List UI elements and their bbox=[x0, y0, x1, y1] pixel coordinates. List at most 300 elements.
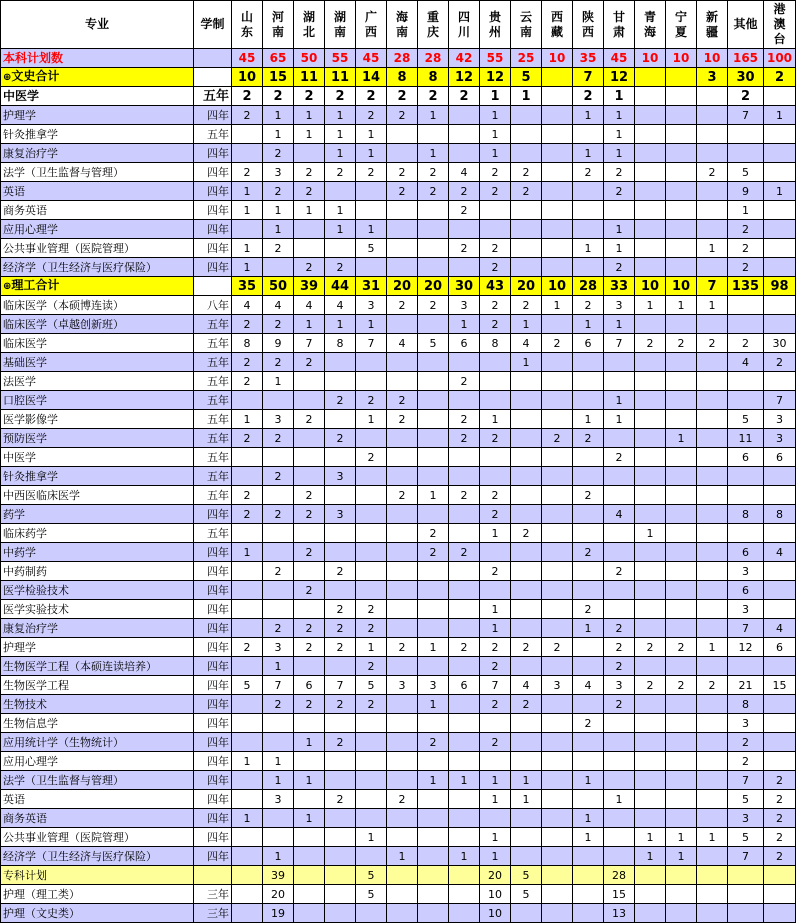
quota-cell bbox=[449, 258, 480, 277]
quota-cell: 3 bbox=[356, 296, 387, 315]
major-name-cell bbox=[1, 87, 194, 106]
quota-cell bbox=[294, 847, 325, 866]
quota-cell: 19 bbox=[263, 904, 294, 923]
quota-cell bbox=[449, 885, 480, 904]
program-length-cell: 四年 bbox=[194, 201, 232, 220]
quota-cell: 2 bbox=[325, 619, 356, 638]
quota-cell: 4 bbox=[387, 334, 418, 353]
quota-cell bbox=[542, 714, 573, 733]
quota-cell bbox=[356, 182, 387, 201]
quota-cell bbox=[449, 581, 480, 600]
major-name: 法学（卫生监督与管理） bbox=[3, 773, 124, 787]
quota-cell: 55 bbox=[480, 49, 511, 68]
quota-cell: 8 bbox=[325, 334, 356, 353]
quota-cell bbox=[325, 410, 356, 429]
quota-cell: 5 bbox=[511, 866, 542, 885]
major-name: 公共事业管理（医院管理） bbox=[3, 241, 135, 255]
major-name: 商务英语 bbox=[3, 811, 47, 825]
quota-cell bbox=[480, 714, 511, 733]
quota-cell: 2 bbox=[418, 296, 449, 315]
quota-cell bbox=[232, 733, 263, 752]
major-name-cell[interactable] bbox=[1, 277, 194, 296]
quota-cell: 2 bbox=[325, 562, 356, 581]
quota-cell: 2 bbox=[232, 638, 263, 657]
quota-cell bbox=[573, 220, 604, 239]
table-row bbox=[1, 657, 796, 676]
major-name: 护理学 bbox=[3, 108, 36, 122]
major-name: 法医学 bbox=[3, 374, 36, 388]
major-name: 口腔医学 bbox=[3, 393, 47, 407]
quota-cell: 1 bbox=[294, 201, 325, 220]
quota-cell: 30 bbox=[728, 68, 764, 87]
quota-cell bbox=[635, 543, 666, 562]
quota-cell: 1 bbox=[263, 220, 294, 239]
quota-cell bbox=[418, 828, 449, 847]
quota-cell: 2 bbox=[573, 87, 604, 106]
quota-cell: 2 bbox=[666, 638, 697, 657]
quota-cell bbox=[697, 695, 728, 714]
quota-cell bbox=[356, 258, 387, 277]
quota-cell: 11 bbox=[294, 68, 325, 87]
quota-cell: 1 bbox=[480, 828, 511, 847]
quota-cell bbox=[635, 904, 666, 923]
quota-cell bbox=[573, 391, 604, 410]
quota-cell: 1 bbox=[325, 144, 356, 163]
major-name: 医学实验技术 bbox=[3, 602, 69, 616]
quota-cell bbox=[728, 144, 764, 163]
quota-cell: 2 bbox=[666, 334, 697, 353]
quota-cell: 2 bbox=[356, 600, 387, 619]
quota-cell: 2 bbox=[418, 87, 449, 106]
quota-cell: 2 bbox=[232, 106, 263, 125]
quota-cell bbox=[449, 220, 480, 239]
major-name-cell bbox=[1, 467, 194, 486]
quota-cell: 20 bbox=[263, 885, 294, 904]
quota-cell: 2 bbox=[263, 144, 294, 163]
quota-cell bbox=[666, 125, 697, 144]
quota-cell bbox=[604, 809, 635, 828]
quota-cell: 2 bbox=[480, 296, 511, 315]
header-region: 山东 bbox=[232, 1, 263, 49]
major-name: 中医学 bbox=[3, 88, 40, 103]
table-row bbox=[1, 182, 796, 201]
quota-cell: 2 bbox=[263, 239, 294, 258]
quota-cell bbox=[697, 201, 728, 220]
program-length-cell: 四年 bbox=[194, 581, 232, 600]
quota-cell bbox=[666, 866, 697, 885]
quota-cell: 2 bbox=[294, 163, 325, 182]
quota-cell bbox=[635, 391, 666, 410]
major-name: 护理（文史类） bbox=[3, 906, 80, 920]
table-row bbox=[1, 809, 796, 828]
quota-cell: 6 bbox=[573, 334, 604, 353]
quota-cell bbox=[573, 866, 604, 885]
quota-cell bbox=[573, 353, 604, 372]
quota-cell bbox=[325, 885, 356, 904]
quota-cell bbox=[666, 771, 697, 790]
quota-cell bbox=[764, 581, 796, 600]
major-name-cell bbox=[1, 334, 194, 353]
quota-cell: 3 bbox=[728, 809, 764, 828]
major-name-cell bbox=[1, 809, 194, 828]
quota-cell: 45 bbox=[356, 49, 387, 68]
quota-cell bbox=[387, 600, 418, 619]
table-row bbox=[1, 391, 796, 410]
quota-cell: 1 bbox=[232, 182, 263, 201]
quota-cell bbox=[635, 809, 666, 828]
quota-cell: 2 bbox=[232, 505, 263, 524]
quota-cell bbox=[294, 885, 325, 904]
quota-cell bbox=[697, 410, 728, 429]
quota-cell bbox=[511, 410, 542, 429]
quota-cell: 10 bbox=[697, 49, 728, 68]
quota-cell bbox=[511, 619, 542, 638]
major-name-cell bbox=[1, 220, 194, 239]
quota-cell: 2 bbox=[604, 638, 635, 657]
table-row bbox=[1, 790, 796, 809]
quota-cell bbox=[697, 581, 728, 600]
quota-cell bbox=[728, 524, 764, 543]
quota-cell bbox=[604, 467, 635, 486]
quota-cell: 4 bbox=[604, 505, 635, 524]
quota-cell bbox=[480, 543, 511, 562]
quota-cell bbox=[542, 144, 573, 163]
quota-cell bbox=[542, 125, 573, 144]
quota-cell: 1 bbox=[263, 752, 294, 771]
quota-cell bbox=[697, 429, 728, 448]
quota-cell bbox=[635, 258, 666, 277]
quota-cell bbox=[666, 353, 697, 372]
major-name-cell bbox=[1, 771, 194, 790]
quota-cell: 3 bbox=[325, 467, 356, 486]
quota-cell bbox=[697, 524, 728, 543]
header-region: 贵州 bbox=[480, 1, 511, 49]
quota-cell bbox=[418, 201, 449, 220]
quota-cell: 5 bbox=[356, 239, 387, 258]
table-row bbox=[1, 486, 796, 505]
quota-cell: 2 bbox=[635, 334, 666, 353]
quota-cell bbox=[666, 258, 697, 277]
quota-cell bbox=[325, 828, 356, 847]
header-region: 重庆 bbox=[418, 1, 449, 49]
quota-cell: 1 bbox=[232, 809, 263, 828]
quota-cell: 6 bbox=[728, 543, 764, 562]
quota-cell: 10 bbox=[635, 277, 666, 296]
quota-cell bbox=[263, 448, 294, 467]
quota-cell: 3 bbox=[263, 790, 294, 809]
quota-cell bbox=[542, 106, 573, 125]
quota-cell: 2 bbox=[418, 163, 449, 182]
quota-cell bbox=[325, 714, 356, 733]
quota-cell: 8 bbox=[480, 334, 511, 353]
table-row bbox=[1, 448, 796, 467]
quota-cell bbox=[666, 87, 697, 106]
quota-cell bbox=[764, 657, 796, 676]
quota-cell: 135 bbox=[728, 277, 764, 296]
quota-cell: 1 bbox=[480, 87, 511, 106]
quota-cell bbox=[387, 828, 418, 847]
table-row bbox=[1, 505, 796, 524]
program-length-cell: 四年 bbox=[194, 106, 232, 125]
quota-cell bbox=[232, 562, 263, 581]
quota-cell bbox=[635, 429, 666, 448]
quota-cell bbox=[666, 657, 697, 676]
quota-cell: 1 bbox=[232, 543, 263, 562]
quota-cell: 2 bbox=[294, 258, 325, 277]
quota-cell bbox=[697, 752, 728, 771]
program-length-cell: 四年 bbox=[194, 600, 232, 619]
major-name: 英语 bbox=[3, 184, 25, 198]
quota-cell: 5 bbox=[511, 885, 542, 904]
major-name: 生物信息学 bbox=[3, 716, 58, 730]
quota-cell bbox=[666, 467, 697, 486]
quota-cell bbox=[542, 619, 573, 638]
quota-cell: 2 bbox=[480, 638, 511, 657]
quota-cell bbox=[666, 695, 697, 714]
major-name-cell bbox=[1, 600, 194, 619]
major-name: 临床医学（卓越创新班） bbox=[3, 317, 124, 331]
program-length-cell: 五年 bbox=[194, 315, 232, 334]
expand-circle-icon[interactable]: ⊕ bbox=[3, 72, 12, 83]
quota-cell: 2 bbox=[263, 562, 294, 581]
quota-cell bbox=[418, 866, 449, 885]
quota-cell: 2 bbox=[387, 486, 418, 505]
quota-cell bbox=[728, 372, 764, 391]
major-name-cell bbox=[1, 790, 194, 809]
major-name-cell bbox=[1, 581, 194, 600]
quota-cell bbox=[666, 904, 697, 923]
quota-cell bbox=[232, 391, 263, 410]
quota-cell bbox=[697, 467, 728, 486]
major-name: 中药学 bbox=[3, 545, 36, 559]
major-name-cell bbox=[1, 391, 194, 410]
quota-cell: 2 bbox=[356, 448, 387, 467]
quota-cell: 7 bbox=[728, 106, 764, 125]
quota-cell: 2 bbox=[325, 790, 356, 809]
quota-cell: 1 bbox=[356, 638, 387, 657]
quota-cell: 2 bbox=[697, 163, 728, 182]
quota-cell bbox=[387, 809, 418, 828]
table-row bbox=[1, 847, 796, 866]
quota-cell: 1 bbox=[325, 201, 356, 220]
quota-cell: 1 bbox=[697, 638, 728, 657]
quota-cell: 5 bbox=[232, 676, 263, 695]
quota-cell: 1 bbox=[449, 771, 480, 790]
quota-cell: 2 bbox=[449, 201, 480, 220]
quota-cell bbox=[697, 790, 728, 809]
quota-cell bbox=[325, 771, 356, 790]
quota-cell bbox=[418, 220, 449, 239]
quota-cell: 2 bbox=[480, 182, 511, 201]
major-name: 医学检验技术 bbox=[3, 583, 69, 597]
major-name-cell bbox=[1, 353, 194, 372]
program-length-cell: 四年 bbox=[194, 638, 232, 657]
quota-cell bbox=[635, 410, 666, 429]
quota-cell bbox=[356, 543, 387, 562]
quota-cell bbox=[418, 410, 449, 429]
quota-cell: 1 bbox=[666, 828, 697, 847]
quota-cell bbox=[511, 543, 542, 562]
quota-cell: 2 bbox=[511, 182, 542, 201]
program-length-cell: 五年 bbox=[194, 334, 232, 353]
major-name-cell bbox=[1, 315, 194, 334]
quota-cell bbox=[764, 163, 796, 182]
major-name-cell bbox=[1, 372, 194, 391]
quota-cell bbox=[418, 467, 449, 486]
quota-cell: 7 bbox=[356, 334, 387, 353]
quota-cell bbox=[542, 771, 573, 790]
quota-cell bbox=[697, 125, 728, 144]
quota-cell: 2 bbox=[325, 695, 356, 714]
quota-cell bbox=[356, 524, 387, 543]
quota-cell: 2 bbox=[635, 638, 666, 657]
quota-cell: 2 bbox=[764, 828, 796, 847]
quota-cell bbox=[604, 581, 635, 600]
quota-cell bbox=[480, 752, 511, 771]
quota-cell bbox=[764, 885, 796, 904]
quota-cell: 2 bbox=[387, 163, 418, 182]
quota-cell bbox=[635, 163, 666, 182]
quota-cell bbox=[449, 524, 480, 543]
quota-cell: 10 bbox=[232, 68, 263, 87]
quota-cell bbox=[697, 847, 728, 866]
program-length-cell: 四年 bbox=[194, 828, 232, 847]
quota-cell: 2 bbox=[480, 315, 511, 334]
quota-cell: 1 bbox=[697, 296, 728, 315]
quota-cell: 2 bbox=[263, 87, 294, 106]
quota-cell: 2 bbox=[294, 695, 325, 714]
quota-cell: 10 bbox=[666, 49, 697, 68]
quota-cell bbox=[511, 201, 542, 220]
quota-cell: 2 bbox=[356, 163, 387, 182]
quota-cell bbox=[325, 524, 356, 543]
quota-cell: 2 bbox=[449, 87, 480, 106]
quota-cell: 2 bbox=[263, 429, 294, 448]
quota-cell bbox=[697, 600, 728, 619]
major-name-cell bbox=[1, 695, 194, 714]
quota-cell bbox=[356, 581, 387, 600]
quota-cell: 1 bbox=[232, 258, 263, 277]
quota-cell bbox=[697, 353, 728, 372]
quota-cell: 10 bbox=[542, 277, 573, 296]
quota-cell bbox=[511, 391, 542, 410]
quota-cell bbox=[542, 410, 573, 429]
quota-cell: 3 bbox=[263, 163, 294, 182]
quota-cell bbox=[635, 581, 666, 600]
quota-cell: 12 bbox=[449, 68, 480, 87]
quota-cell: 43 bbox=[480, 277, 511, 296]
quota-cell: 1 bbox=[263, 657, 294, 676]
quota-cell bbox=[263, 828, 294, 847]
quota-cell: 1 bbox=[325, 125, 356, 144]
quota-cell bbox=[573, 581, 604, 600]
quota-cell bbox=[764, 201, 796, 220]
quota-cell bbox=[573, 372, 604, 391]
quota-cell bbox=[232, 828, 263, 847]
quota-cell: 44 bbox=[325, 277, 356, 296]
quota-cell bbox=[542, 220, 573, 239]
quota-cell bbox=[764, 486, 796, 505]
quota-cell: 12 bbox=[480, 68, 511, 87]
header-region: 海南 bbox=[387, 1, 418, 49]
quota-cell: 1 bbox=[697, 828, 728, 847]
quota-cell bbox=[666, 733, 697, 752]
quota-cell: 2 bbox=[232, 315, 263, 334]
quota-cell: 2 bbox=[325, 163, 356, 182]
quota-cell bbox=[511, 657, 542, 676]
quota-cell bbox=[232, 600, 263, 619]
quota-cell: 2 bbox=[294, 619, 325, 638]
quota-cell: 30 bbox=[449, 277, 480, 296]
quota-cell bbox=[232, 125, 263, 144]
quota-cell bbox=[325, 543, 356, 562]
quota-cell bbox=[542, 790, 573, 809]
quota-cell bbox=[666, 448, 697, 467]
quota-cell: 1 bbox=[604, 315, 635, 334]
quota-cell: 2 bbox=[294, 543, 325, 562]
program-length-cell: 四年 bbox=[194, 505, 232, 524]
quota-cell bbox=[542, 524, 573, 543]
quota-cell: 2 bbox=[764, 809, 796, 828]
quota-cell bbox=[542, 448, 573, 467]
quota-cell bbox=[511, 562, 542, 581]
quota-cell bbox=[635, 695, 666, 714]
quota-cell: 2 bbox=[542, 334, 573, 353]
quota-cell: 7 bbox=[728, 847, 764, 866]
quota-cell bbox=[325, 486, 356, 505]
quota-cell: 7 bbox=[728, 771, 764, 790]
quota-cell: 35 bbox=[573, 49, 604, 68]
quota-cell: 3 bbox=[764, 429, 796, 448]
quota-cell bbox=[232, 790, 263, 809]
quota-cell bbox=[449, 467, 480, 486]
expand-circle-icon[interactable]: ⊕ bbox=[3, 281, 12, 292]
quota-cell bbox=[294, 391, 325, 410]
quota-cell bbox=[666, 182, 697, 201]
quota-cell: 8 bbox=[232, 334, 263, 353]
table-row bbox=[1, 144, 796, 163]
quota-cell: 5 bbox=[728, 410, 764, 429]
quota-cell bbox=[604, 600, 635, 619]
major-name-cell[interactable] bbox=[1, 68, 194, 87]
quota-cell: 5 bbox=[728, 828, 764, 847]
quota-cell bbox=[232, 904, 263, 923]
quota-cell bbox=[418, 752, 449, 771]
quota-cell bbox=[449, 448, 480, 467]
quota-cell bbox=[697, 657, 728, 676]
quota-cell bbox=[294, 790, 325, 809]
quota-cell bbox=[449, 866, 480, 885]
quota-cell bbox=[325, 904, 356, 923]
quota-cell: 1 bbox=[697, 239, 728, 258]
quota-cell bbox=[418, 315, 449, 334]
quota-cell: 2 bbox=[480, 505, 511, 524]
program-length-cell: 三年 bbox=[194, 885, 232, 904]
quota-cell: 1 bbox=[356, 410, 387, 429]
program-length-cell: 五年 bbox=[194, 87, 232, 106]
grand-total-row bbox=[1, 49, 796, 68]
quota-cell: 35 bbox=[232, 277, 263, 296]
quota-cell bbox=[573, 182, 604, 201]
quota-cell bbox=[449, 619, 480, 638]
quota-cell: 2 bbox=[263, 695, 294, 714]
quota-cell bbox=[511, 429, 542, 448]
quota-cell bbox=[764, 695, 796, 714]
quota-cell: 3 bbox=[604, 296, 635, 315]
quota-cell bbox=[635, 220, 666, 239]
quota-cell: 5 bbox=[728, 163, 764, 182]
quota-cell bbox=[697, 486, 728, 505]
